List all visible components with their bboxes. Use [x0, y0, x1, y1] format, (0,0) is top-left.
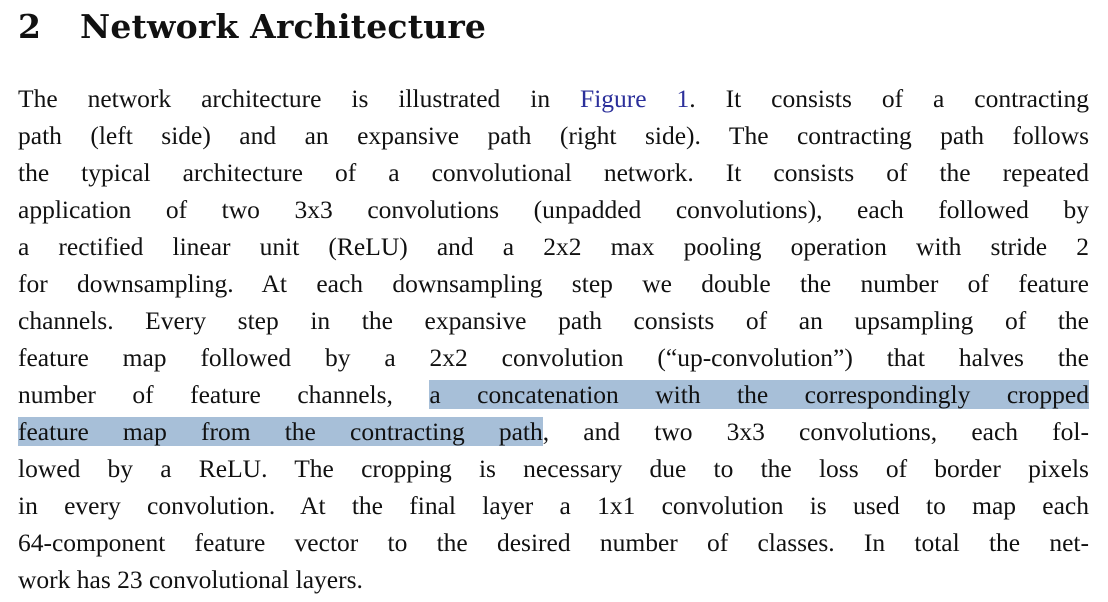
- text-line: application of two 3x3 convolutions (unpadded convolutions), each followed by: [18, 195, 1089, 224]
- text-line: [18, 413, 1089, 450]
- text-line: [18, 376, 1089, 413]
- text-line: a rectified linear unit (ReLU) and a 2x2 max pooling operation with stride 2: [18, 232, 1089, 261]
- section-title: Network Architecture: [80, 7, 487, 46]
- text-span: . It consists of a contracting: [689, 84, 1089, 113]
- text-span: The network architecture is illustrated in: [18, 84, 581, 113]
- text-line: the typical architecture of a convolutional network. It consists of the repeated: [18, 158, 1089, 187]
- text-line: 64-component feature vector to the desired number of classes. In total the net-: [18, 528, 1089, 557]
- section-heading: [18, 6, 486, 48]
- section-number: 2: [18, 7, 42, 46]
- text-line: work has 23 convolutional layers.: [18, 565, 363, 594]
- text-span: , and two 3x3 convolutions, each fol-: [542, 417, 1089, 446]
- text-line: path (left side) and an expansive path (right side). The contracting path follows: [18, 121, 1089, 150]
- text-line: in every convolution. At the final layer a 1x1 convolution is used to map each: [18, 491, 1089, 520]
- highlighted-text[interactable]: feature map from the contracting path: [18, 417, 543, 446]
- text-line: [18, 80, 1089, 117]
- text-line: lowed by a ReLU. The cropping is necessary due to the loss of border pixels: [18, 454, 1089, 483]
- highlighted-text[interactable]: a concatenation with the correspondingly cropped: [429, 380, 1089, 409]
- figure-1-link[interactable]: Figure 1: [580, 84, 690, 113]
- text-span: number of feature channels,: [18, 380, 430, 409]
- body-paragraph: [18, 80, 1089, 598]
- text-line: channels. Every step in the expansive path consists of an upsampling of the: [18, 306, 1089, 335]
- text-line: feature map followed by a 2x2 convolution (“up-convolution”) that halves the: [18, 343, 1089, 372]
- text-line: for downsampling. At each downsampling step we double the number of feature: [18, 269, 1089, 298]
